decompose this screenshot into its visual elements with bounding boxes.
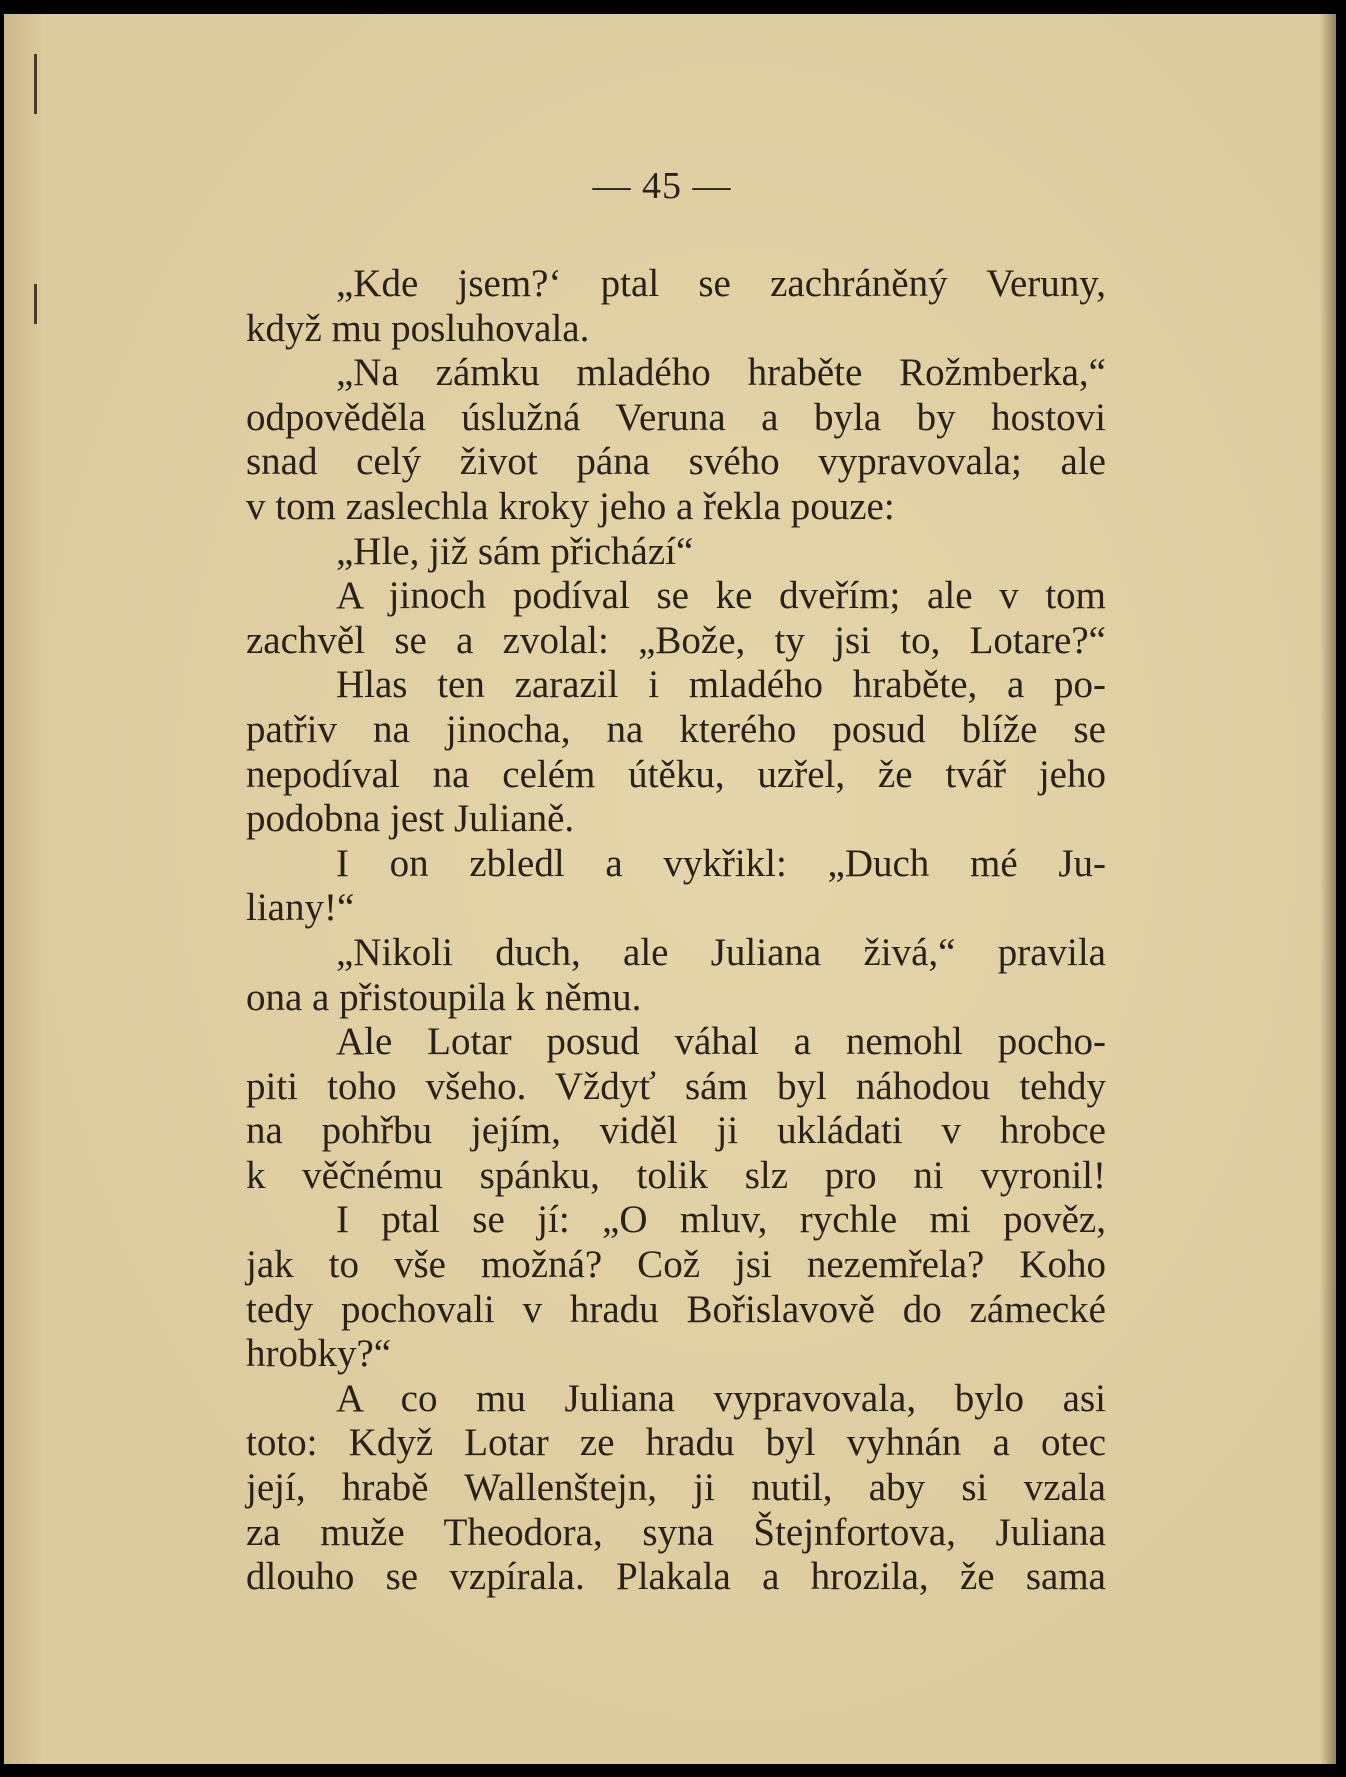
text-line: k věčnému spánku, tolik slz pro ni vyronil!: [246, 1153, 1106, 1197]
text-line: Hlas ten zarazil i mladého hraběte, a po-: [336, 663, 1106, 707]
margin-mark: [34, 284, 37, 324]
text-line: piti toho všeho. Vždyť sám byl náhodou tehdy: [246, 1064, 1106, 1108]
text-line: dlouho se vzpírala. Plakala a hrozila, že sama: [246, 1555, 1106, 1599]
text-line: A co mu Juliana vypravovala, bylo asi: [336, 1376, 1106, 1420]
text-line: patřiv na jinocha, na kterého posud blíže se: [246, 707, 1106, 751]
text-line: odpověděla úslužná Veruna a byla by hostovi: [246, 395, 1106, 439]
text-line: tedy pochovali v hradu Bořislavově do zámecké: [246, 1287, 1106, 1331]
text-line: „Hle, již sám přichází“: [336, 529, 694, 573]
text-line: v tom zaslechla kroky jeho a řekla pouze:: [246, 484, 895, 528]
text-line: zachvěl se a zvolal: „Bože, ty jsi to, Lotare?“: [246, 618, 1106, 662]
text-line: Ale Lotar posud váhal a nemohl pocho-: [336, 1020, 1106, 1064]
text-line: ona a přistoupila k němu.: [246, 975, 642, 1019]
text-line: hrobky?“: [246, 1332, 392, 1376]
text-line: když mu posluhovala.: [246, 306, 590, 350]
text-line: toto: Když Lotar ze hradu byl vyhnán a otec: [246, 1421, 1106, 1465]
text-line: nepodíval na celém útěku, uzřel, že tvář jeho: [246, 752, 1106, 796]
text-line: „Nikoli duch, ale Juliana živá,“ pravila: [336, 930, 1106, 974]
margin-mark: [34, 54, 37, 114]
text-line: I on zbledl a vykřikl: „Duch mé Ju-: [336, 841, 1106, 885]
text-line: liany!“: [246, 886, 355, 930]
page-number: — 45 —: [592, 165, 732, 207]
text-line: za muže Theodora, syna Štejnfortova, Juliana: [246, 1510, 1106, 1554]
text-line: A jinoch podíval se ke dveřím; ale v tom: [336, 574, 1106, 618]
text-line: „Na zámku mladého hraběte Rožmberka,“: [336, 351, 1106, 395]
text-line: snad celý život pána svého vypravovala; ale: [246, 440, 1106, 484]
text-line: jak to vše možná? Což jsi nezemřela? Koho: [246, 1243, 1106, 1287]
text-line: „Kde jsem?‘ ptal se zachráněný Veruny,: [336, 262, 1106, 305]
text-line: na pohřbu jejím, viděl ji ukládati v hrobce: [246, 1109, 1106, 1153]
text-line: I ptal se jí: „O mluv, rychle mi pověz,: [336, 1198, 1106, 1242]
body-text: [246, 262, 1106, 1600]
text-line: podobna jest Julianě.: [246, 797, 575, 841]
book-page: [4, 14, 1336, 1764]
text-line: její, hrabě Wallenštejn, ji nutil, aby si vzala: [246, 1466, 1106, 1510]
